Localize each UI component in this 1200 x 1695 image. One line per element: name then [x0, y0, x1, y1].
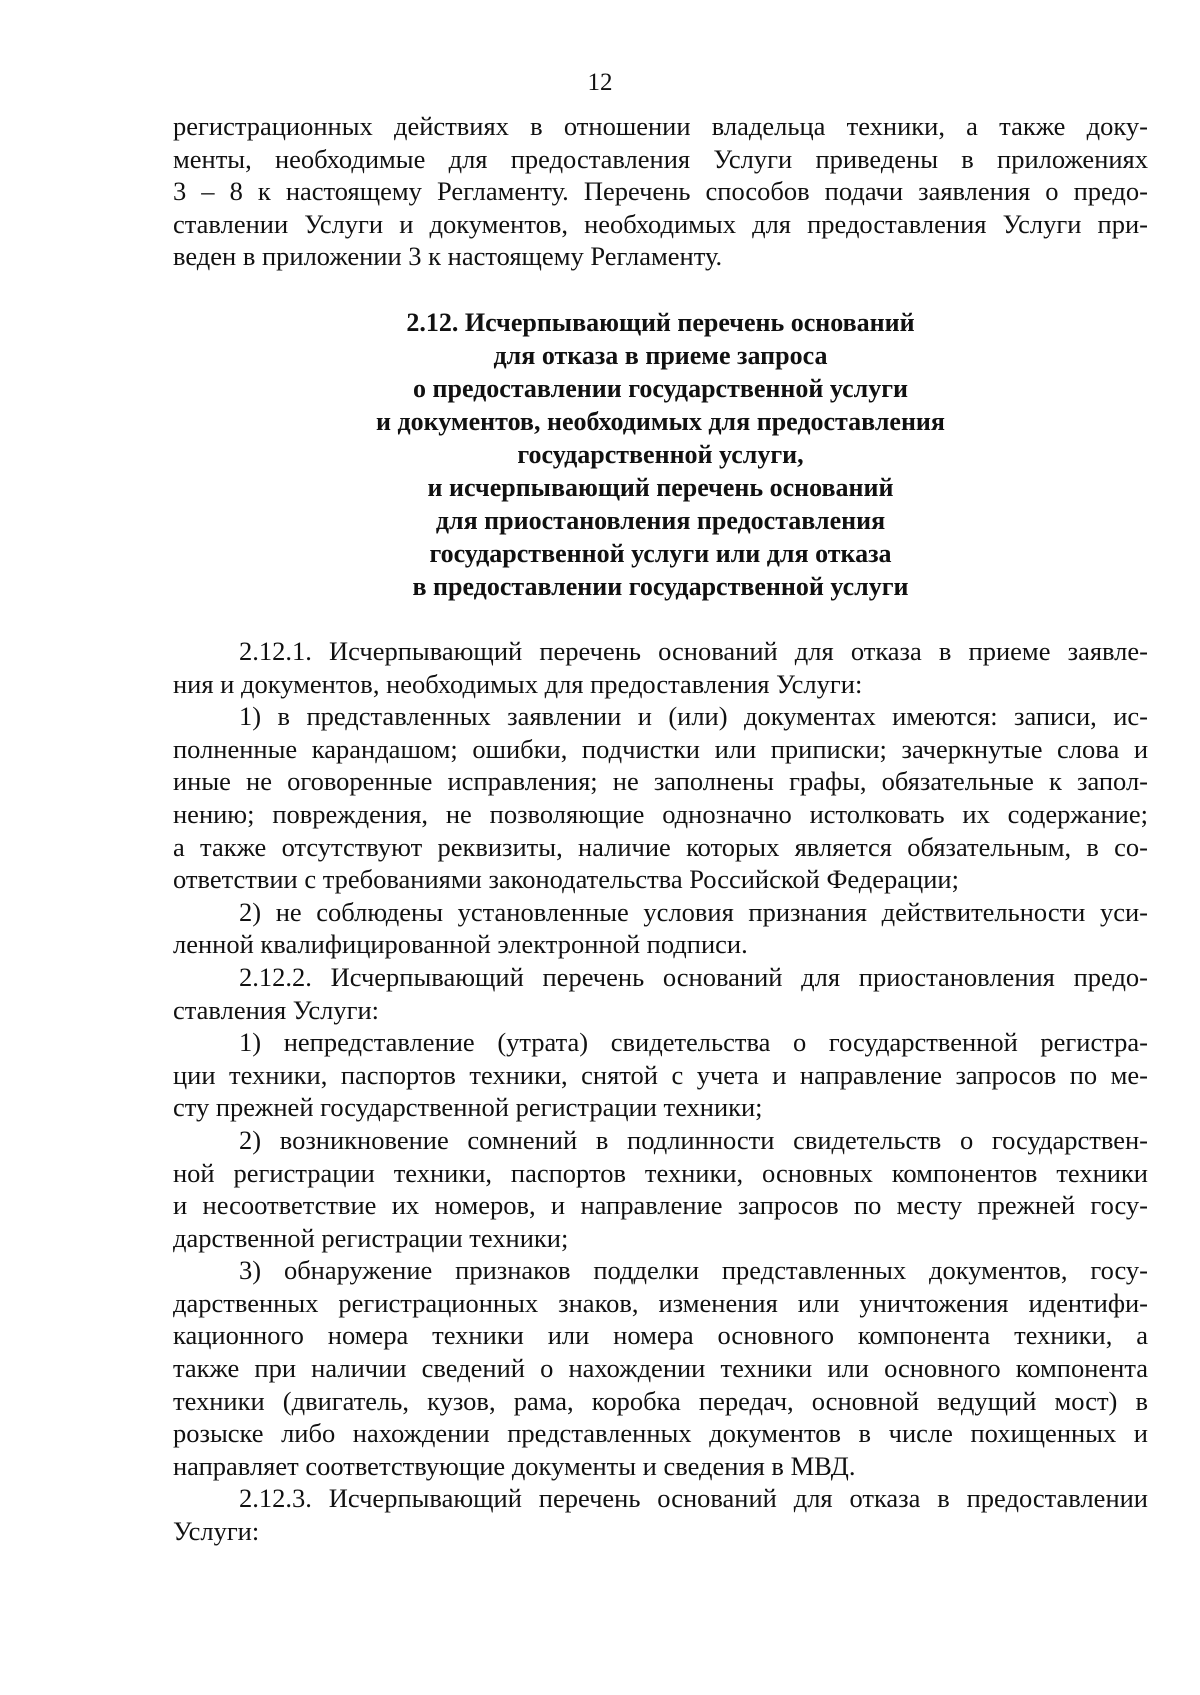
text-line: 3) обнаружение признаков подделки представленных документов, госу-: [239, 1255, 1148, 1286]
text-line: ставлении Услуги и документов, необходимых для предоставления Услуги при-: [173, 208, 1148, 239]
text-line: 2.12.2. Исчерпывающий перечень оснований для приостановления предо-: [239, 961, 1148, 992]
text-line: иные не оговоренные исправления; не заполнены графы, обязательные к запол-: [173, 766, 1148, 797]
heading-line: и исчерпывающий перечень оснований: [427, 473, 894, 502]
text-line: 2.12.1. Исчерпывающий перечень оснований для отказа в приеме заявле-: [239, 636, 1148, 666]
text-line: 2) не соблюдены установленные условия признания действительности уси-: [239, 896, 1148, 927]
text-line: сту прежней государственной регистрации техники;: [173, 1092, 763, 1123]
text-line: веден в приложении 3 к настоящему Регламенту.: [173, 241, 723, 272]
heading-line: для отказа в приеме запроса: [493, 341, 828, 370]
section-body: [173, 635, 1148, 1548]
text-line: также при наличии сведений о нахождении техники или основного компонента: [173, 1353, 1148, 1384]
text-line: 2.12.3. Исчерпывающий перечень оснований для отказа в предоставлении: [239, 1483, 1148, 1514]
section-heading: [173, 306, 1148, 603]
heading-line: и документов, необходимых для предоставления: [376, 407, 945, 436]
text-line: 1) непредставление (утрата) свидетельства о государственной регистра-: [239, 1027, 1148, 1058]
text-line: ответствии с требованиями законодательства Российской Федерации;: [173, 864, 959, 895]
heading-line: государственной услуги или для отказа: [429, 539, 892, 568]
text-line: дарственной регистрации техники;: [173, 1222, 569, 1253]
text-line: 2) возникновение сомнений в подлинности свидетельств о государствен-: [239, 1124, 1148, 1155]
text-line: Услуги:: [173, 1516, 260, 1547]
text-line: ленной квалифицированной электронной подписи.: [173, 929, 748, 960]
page-number: 12: [587, 69, 613, 96]
text-line: розыске либо нахождении представленных документов в числе похищенных и: [173, 1418, 1148, 1449]
text-line: ции техники, паспортов техники, снятой с учета и направление запросов по ме-: [173, 1059, 1148, 1090]
heading-line: в предоставлении государственной услуги: [412, 572, 909, 601]
text-line: кационного номера техники или номера основного компонента техники, а: [173, 1320, 1148, 1351]
text-line: 3 – 8 к настоящему Регламенту. Перечень способов подачи заявления о предо-: [173, 176, 1148, 207]
text-line: дарственных регистрационных знаков, изменения или уничтожения идентифи-: [173, 1287, 1148, 1318]
heading-line: государственной услуги,: [517, 440, 804, 469]
text-line: 1) в представленных заявлении и (или) документах имеются: записи, ис-: [239, 701, 1148, 732]
text-line: техники (двигатель, кузов, рама, коробка передач, основной ведущий мост) в: [173, 1385, 1148, 1416]
text-line: полненные карандашом; ошибки, подчистки или приписки; зачеркнутые слова и: [173, 733, 1148, 764]
text-line: направляет соответствующие документы и сведения в МВД.: [173, 1450, 856, 1481]
text-line: а также отсутствуют реквизиты, наличие которых является обязательным, в со-: [173, 831, 1148, 862]
text-line: ставления Услуги:: [173, 994, 379, 1025]
intro-paragraph: [173, 110, 1148, 273]
heading-line: 2.12. Исчерпывающий перечень оснований: [406, 308, 915, 337]
heading-line: о предоставлении государственной услуги: [413, 374, 908, 403]
text-line: нению; повреждения, не позволяющие однозначно истолковать их содержание;: [173, 798, 1148, 829]
text-line: ной регистрации техники, паспортов техники, основных компонентов техники: [173, 1157, 1148, 1188]
text-line: ния и документов, необходимых для предоставления Услуги:: [173, 668, 863, 699]
heading-line: для приостановления предоставления: [435, 506, 886, 535]
text-line: и несоответствие их номеров, и направление запросов по месту прежней госу-: [173, 1190, 1148, 1221]
text-line: менты, необходимые для предоставления Услуги приведены в приложениях: [173, 143, 1148, 174]
text-line: регистрационных действиях в отношении владельца техники, а также доку-: [173, 111, 1148, 141]
